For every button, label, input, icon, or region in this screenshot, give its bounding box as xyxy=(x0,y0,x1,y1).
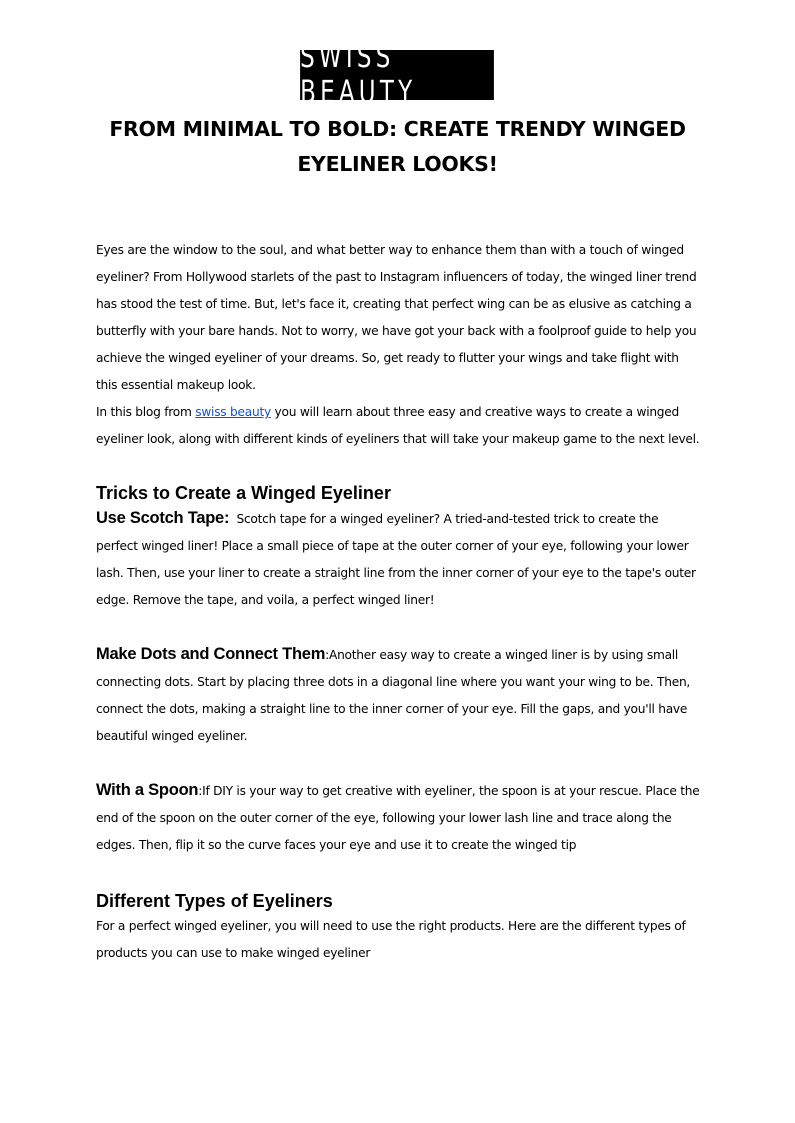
trick-spoon xyxy=(96,777,700,859)
swiss-beauty-logo xyxy=(300,39,494,111)
types-paragraph: For a perfect winged eyeliner, you will need to use the right products. Here are the different types of products you can use to make winged eyeliner xyxy=(96,919,686,960)
tricks-heading: Tricks to Create a Winged Eyeliner xyxy=(96,483,391,503)
intro-paragraph: Eyes are the window to the soul, and what better way to enhance them than with a touch of winged eyeliner? From Hollywood starlets of the past to Instagram influencers of today, the winged liner trend has stood the test of time. But, let's face it, creating that perfect wing can be as elusive as catching a butterfly with your bare hands. Not to worry, we have got your back with a foolproof guide to help you achieve the winged eyeliner of your dreams. So, get ready to flutter your wings and take flight with this essential makeup look. xyxy=(96,243,697,392)
trick-body: :Another easy way to create a winged liner is by using small connecting dots. Start by placing three dots in a diagonal line where you want your wing to be. Then, connect the dots, making a straight line to the inner corner of your eye. Fill the gaps, and you'll have beautiful winged eyeliner. xyxy=(96,648,691,743)
trick-title: Use Scotch Tape: xyxy=(96,509,230,527)
trick-make-dots xyxy=(96,641,700,750)
spacer xyxy=(96,859,700,889)
trick-body: Scotch tape for a winged eyeliner? A tried-and-tested trick to create the perfect winged liner! Place a small piece of tape at the outer corner of your eye, following your lower lash. Then, use your liner to create a straight line from the inner corner of your eye to the tape's outer edge. Remove the tape, and voila, a perfect winged liner! xyxy=(96,512,696,607)
types-heading: Different Types of Eyeliners xyxy=(96,891,333,911)
blog-paragraph xyxy=(96,399,700,453)
spacer xyxy=(96,453,700,481)
trick-title: Make Dots and Connect Them xyxy=(96,645,326,663)
article-title: FROM MINIMAL TO BOLD: CREATE TRENDY WINGED EYELINER LOOKS! xyxy=(109,117,686,176)
logo-text: SWISS BEAUTY xyxy=(300,39,417,111)
swiss-beauty-link[interactable]: swiss beauty xyxy=(195,405,271,419)
spacer xyxy=(96,750,700,777)
blog-prefix: In this blog from xyxy=(96,405,196,419)
spacer xyxy=(96,614,700,641)
trick-scotch-tape xyxy=(96,505,700,614)
blog-suffix: you will learn about three easy and creative ways to create a winged eyeliner look, along with different kinds of eyeliners that will take your makeup game to the next level. xyxy=(96,405,700,446)
trick-body: :If DIY is your way to get creative with eyeliner, the spoon is at your rescue. Place the end of the spoon on the outer corner of the eye, following your lower lash line and trace along the edges. Then, flip it so the curve faces your eye and use it to create the winged tip xyxy=(96,784,700,852)
article-body xyxy=(96,237,700,967)
trick-title: With a Spoon xyxy=(96,781,199,799)
